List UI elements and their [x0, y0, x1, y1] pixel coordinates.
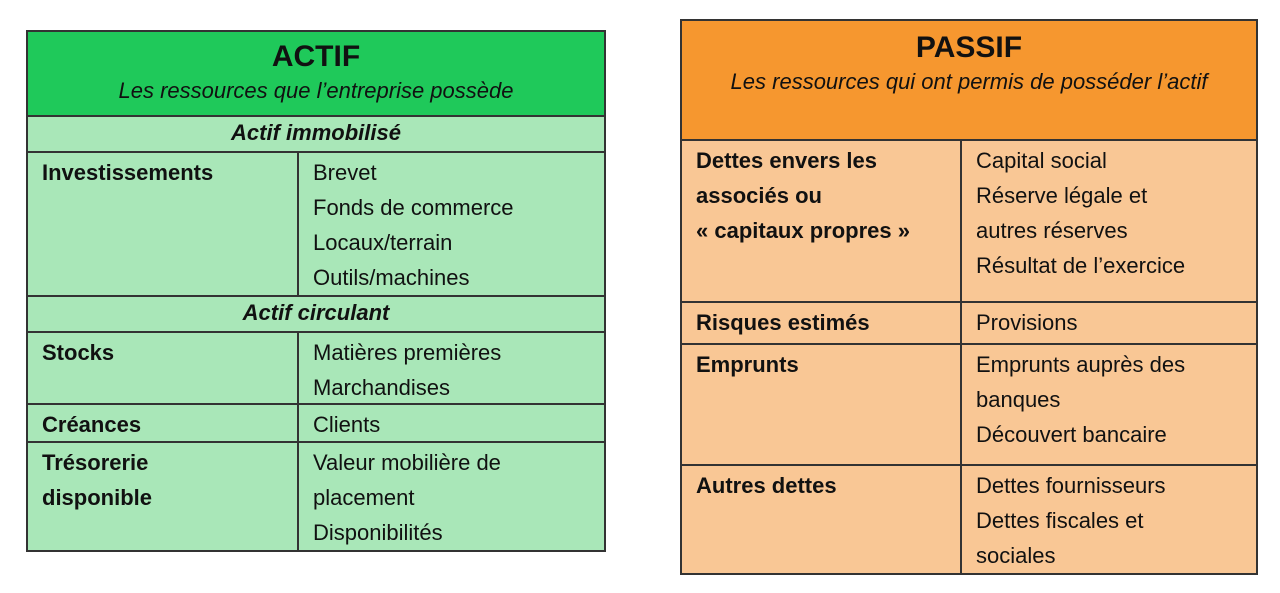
- passif-table: [680, 19, 1258, 575]
- row-label-line: Autres dettes: [696, 472, 837, 498]
- row-label: [28, 405, 299, 441]
- row-item: Emprunts auprès des: [976, 351, 1186, 377]
- row-label-line: Risques estimés: [696, 309, 870, 335]
- row-item: autres réserves: [976, 218, 1128, 244]
- section-actif-immobilise: Actif immobilisé: [28, 117, 604, 153]
- row-item: Fonds de commerce: [313, 194, 514, 220]
- passif-header: [682, 21, 1256, 141]
- row-items: [299, 443, 604, 550]
- row-label-line: Emprunts: [696, 351, 799, 377]
- row-label: [682, 466, 962, 573]
- row-item: Outils/machines: [313, 264, 470, 290]
- row-item: sociales: [976, 542, 1056, 568]
- row-items: [962, 345, 1256, 464]
- row-item: Marchandises: [313, 375, 450, 401]
- row-label: [682, 141, 962, 300]
- section-actif-circulant: Actif circulant: [28, 297, 604, 333]
- actif-header: [28, 32, 604, 117]
- row-item: Locaux/terrain: [313, 229, 453, 255]
- row-label: [682, 345, 962, 464]
- row-item: Clients: [313, 412, 381, 438]
- row-item: Capital social: [976, 148, 1107, 174]
- actif-subtitle: Les ressources que l’entreprise possède: [118, 78, 514, 103]
- actif-row-investissements: [28, 153, 604, 298]
- row-label-line: disponible: [42, 485, 152, 511]
- row-item: Valeur mobilière de: [313, 450, 501, 476]
- passif-subtitle: Les ressources qui ont permis de posséder l’actif: [730, 69, 1208, 94]
- row-label-line: Trésorerie: [42, 450, 149, 476]
- row-label: [682, 303, 962, 343]
- passif-title: PASSIF: [915, 31, 1023, 64]
- row-label-line: Créances: [42, 412, 142, 438]
- row-label: [28, 443, 299, 550]
- row-item: Découvert bancaire: [976, 421, 1167, 447]
- row-item: Dettes fiscales et: [976, 507, 1144, 533]
- row-item: Résultat de l’exercice: [976, 253, 1186, 279]
- row-label-line: Investissements: [42, 159, 214, 185]
- row-item: Matières premières: [313, 340, 502, 366]
- row-item: Disponibilités: [313, 520, 443, 546]
- actif-row-tresorerie: [28, 443, 604, 550]
- row-items: [962, 466, 1256, 573]
- row-items: [299, 153, 604, 296]
- passif-row-risques: [682, 303, 1256, 345]
- passif-row-emprunts: [682, 345, 1256, 466]
- actif-table: [26, 30, 606, 552]
- row-label-line: « capitaux propres »: [696, 218, 910, 244]
- row-item: Dettes fournisseurs: [976, 472, 1166, 498]
- row-items: [962, 141, 1256, 300]
- passif-row-autres-dettes: [682, 466, 1256, 573]
- actif-row-creances: [28, 405, 604, 443]
- row-label: [28, 333, 299, 403]
- row-label-line: associés ou: [696, 183, 822, 209]
- row-item: Réserve légale et: [976, 183, 1148, 209]
- passif-row-capitaux-propres: [682, 141, 1256, 302]
- row-item: Provisions: [976, 309, 1078, 335]
- actif-title: ACTIF: [271, 40, 361, 73]
- row-item: banques: [976, 386, 1061, 412]
- row-label-line: Stocks: [42, 340, 115, 366]
- row-label-line: Dettes envers les: [696, 148, 877, 174]
- row-items: [962, 303, 1256, 343]
- row-item: Brevet: [313, 159, 377, 185]
- row-item: placement: [313, 485, 415, 511]
- row-label: [28, 153, 299, 296]
- actif-row-stocks: [28, 333, 604, 405]
- row-items: [299, 405, 604, 441]
- row-items: [299, 333, 604, 403]
